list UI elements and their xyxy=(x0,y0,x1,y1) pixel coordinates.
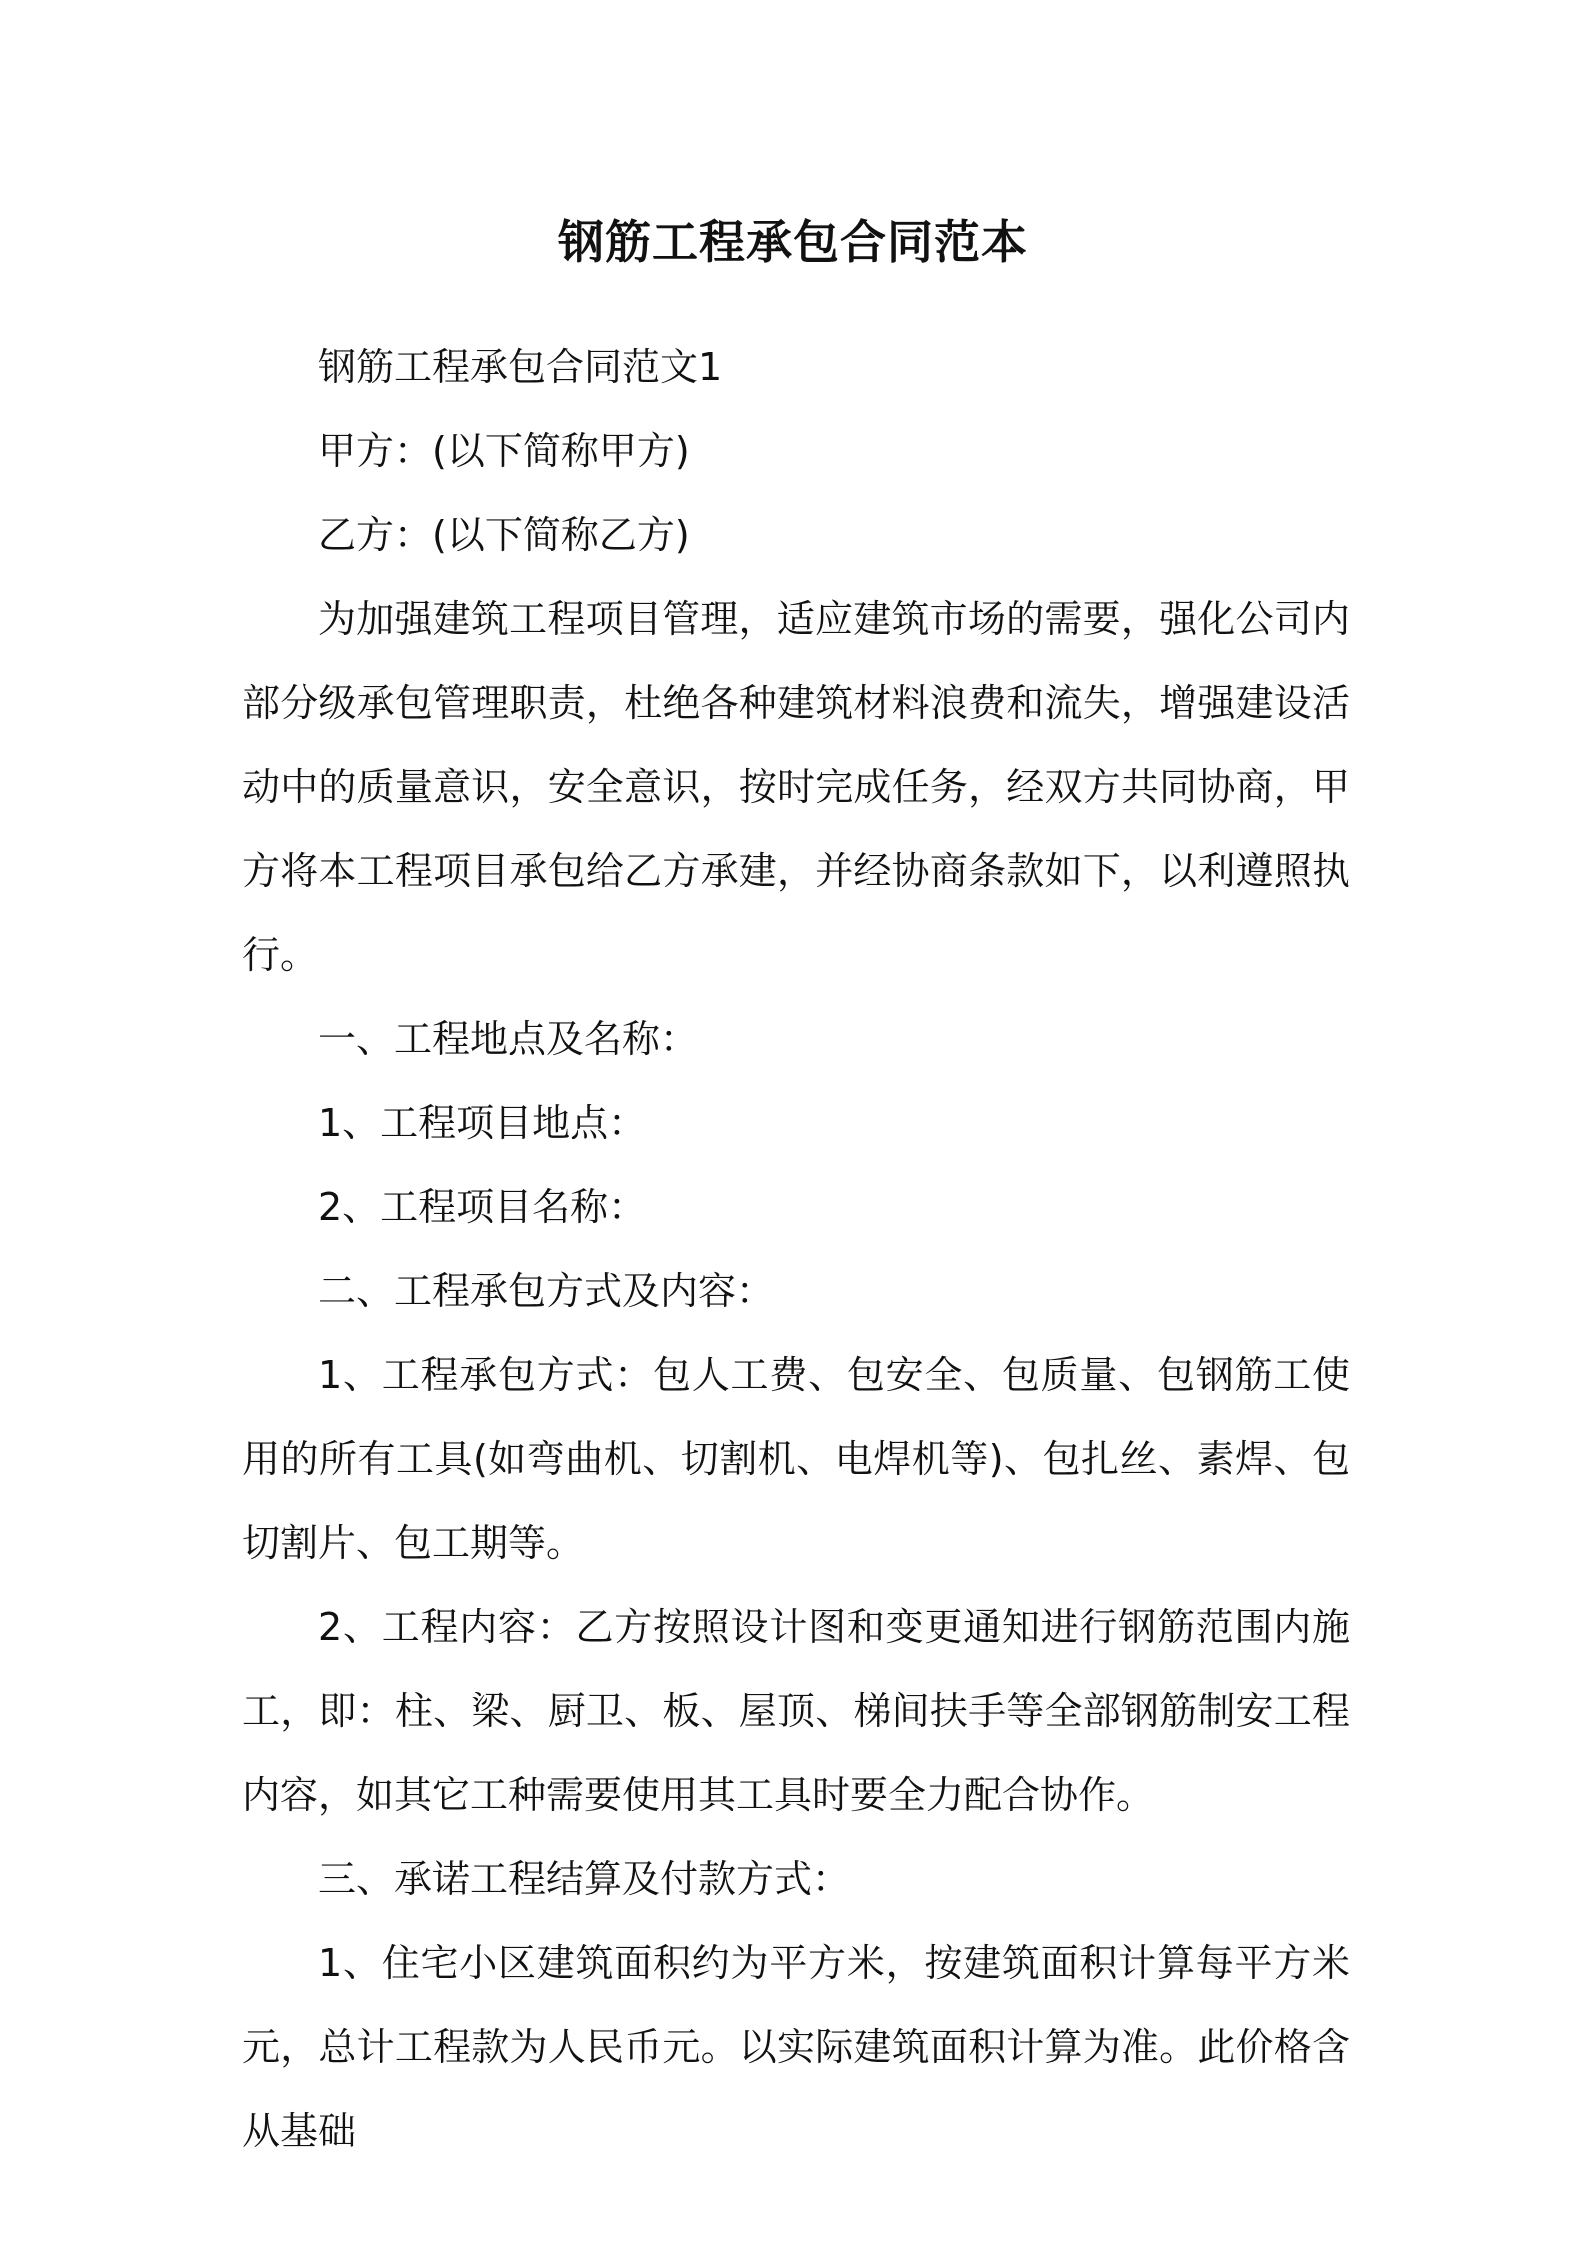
paragraph-contract-method: 1、工程承包方式：包人工费、包安全、包质量、包钢筋工使用的所有工具(如弯曲机、切割机、电焊机等)、包扎丝、素焊、包切割片、包工期等。 xyxy=(242,1353,1350,1565)
paragraph-contract-sample-heading: 钢筋工程承包合同范文1 xyxy=(318,345,723,389)
paragraph-project-content: 2、工程内容：乙方按照设计图和变更通知进行钢筋范围内施工，即：柱、梁、厨卫、板、屋顶、梯间扶手等全部钢筋制安工程内容，如其它工种需要使用其工具时要全力配合协作。 xyxy=(242,1605,1350,1817)
section-heading-settlement-payment: 三、承诺工程结算及付款方式： xyxy=(318,1857,851,1901)
document-body xyxy=(242,325,1350,2173)
document-title: 钢筋工程承包合同范本 xyxy=(558,215,1028,269)
paragraph-settlement-terms: 1、住宅小区建筑面积约为平方米，按建筑面积计算每平方米元，总计工程款为人民币元。以实际建筑面积计算为准。此价格含从基础 xyxy=(242,1941,1350,2153)
paragraph-project-name: 2、工程项目名称： xyxy=(318,1185,647,1229)
paragraph-party-a: 甲方：(以下简称甲方) xyxy=(318,429,690,473)
section-heading-location-name: 一、工程地点及名称： xyxy=(318,1017,699,1061)
paragraph-project-location: 1、工程项目地点： xyxy=(318,1101,647,1145)
section-heading-contract-method: 二、工程承包方式及内容： xyxy=(318,1269,775,1313)
paragraph-preamble: 为加强建筑工程项目管理，适应建筑市场的需要，强化公司内部分级承包管理职责，杜绝各种建筑材料浪费和流失，增强建设活动中的质量意识，安全意识，按时完成任务，经双方共同协商，甲方将本工程项目承包给乙方承建，并经协商条款如下，以利遵照执行。 xyxy=(242,597,1350,977)
paragraph-party-b: 乙方：(以下简称乙方) xyxy=(318,513,690,557)
